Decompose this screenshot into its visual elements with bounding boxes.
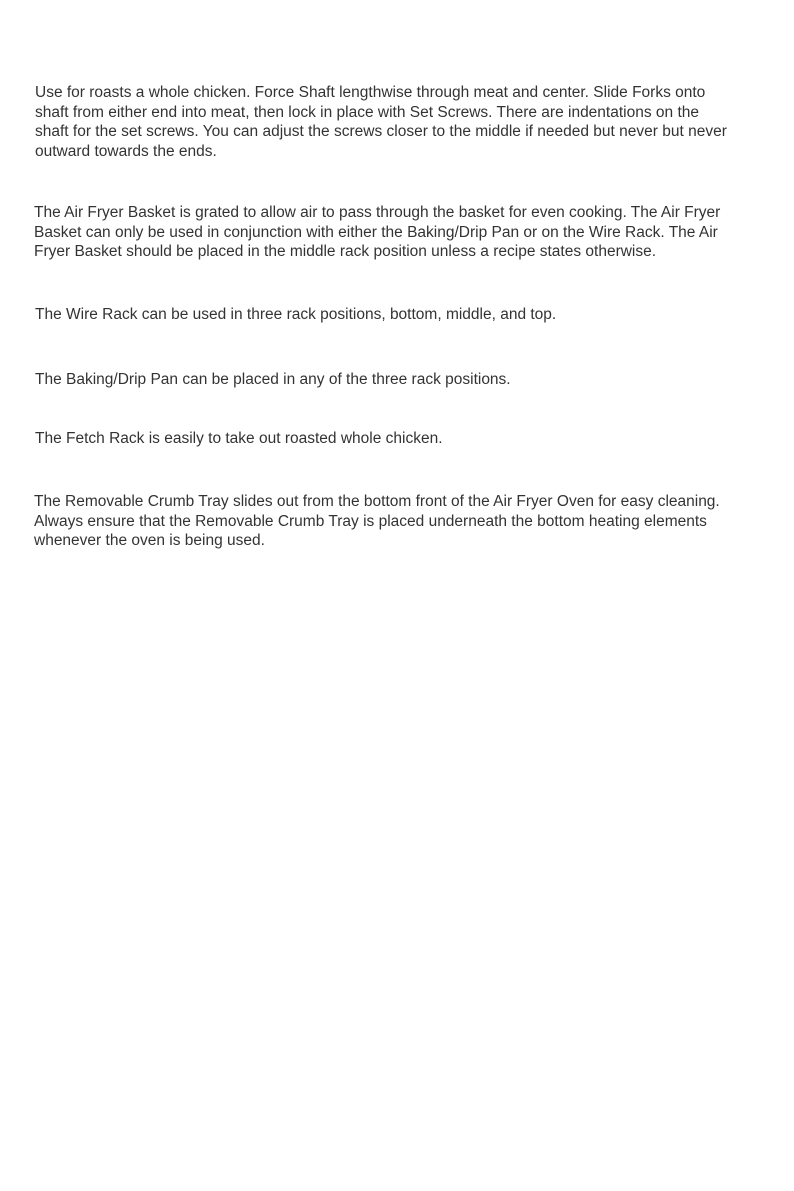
baking-drip-pan-paragraph (35, 370, 760, 390)
text-line: whenever the oven is being used. (34, 532, 265, 549)
text-line: shaft for the set screws. You can adjust the screws closer to the middle if needed but never but never (35, 123, 727, 140)
wire-rack-paragraph (35, 305, 760, 325)
text-line: The Removable Crumb Tray slides out from the bottom front of the Air Fryer Oven for easy cleaning. (34, 493, 720, 510)
text-line: The Fetch Rack is easily to take out roasted whole chicken. (35, 430, 443, 447)
rotisserie-paragraph (35, 83, 760, 161)
text-line: Use for roasts a whole chicken. Force Shaft lengthwise through meat and center. Slide Forks onto (35, 84, 706, 101)
crumb-tray-paragraph (34, 492, 759, 551)
text-line: The Air Fryer Basket is grated to allow air to pass through the basket for even cooking. The Air Fryer (34, 204, 721, 221)
text-line: Basket can only be used in conjunction with either the Baking/Drip Pan or on the Wire Rack. The Air (34, 223, 718, 241)
text-line: The Wire Rack can be used in three rack positions, bottom, middle, and top. (35, 306, 557, 323)
text-line: Always ensure that the Removable Crumb Tray is placed underneath the bottom heating elements (34, 512, 707, 530)
air-fryer-basket-paragraph (34, 203, 759, 262)
text-line: shaft from either end into meat, then lock in place with Set Screws. There are indentations on the (35, 103, 699, 121)
text-line: outward towards the ends. (35, 142, 217, 160)
fetch-rack-paragraph (35, 429, 760, 449)
text-line: Fryer Basket should be placed in the middle rack position unless a recipe states otherwise. (34, 243, 657, 260)
text-line: The Baking/Drip Pan can be placed in any of the three rack positions. (35, 371, 511, 388)
